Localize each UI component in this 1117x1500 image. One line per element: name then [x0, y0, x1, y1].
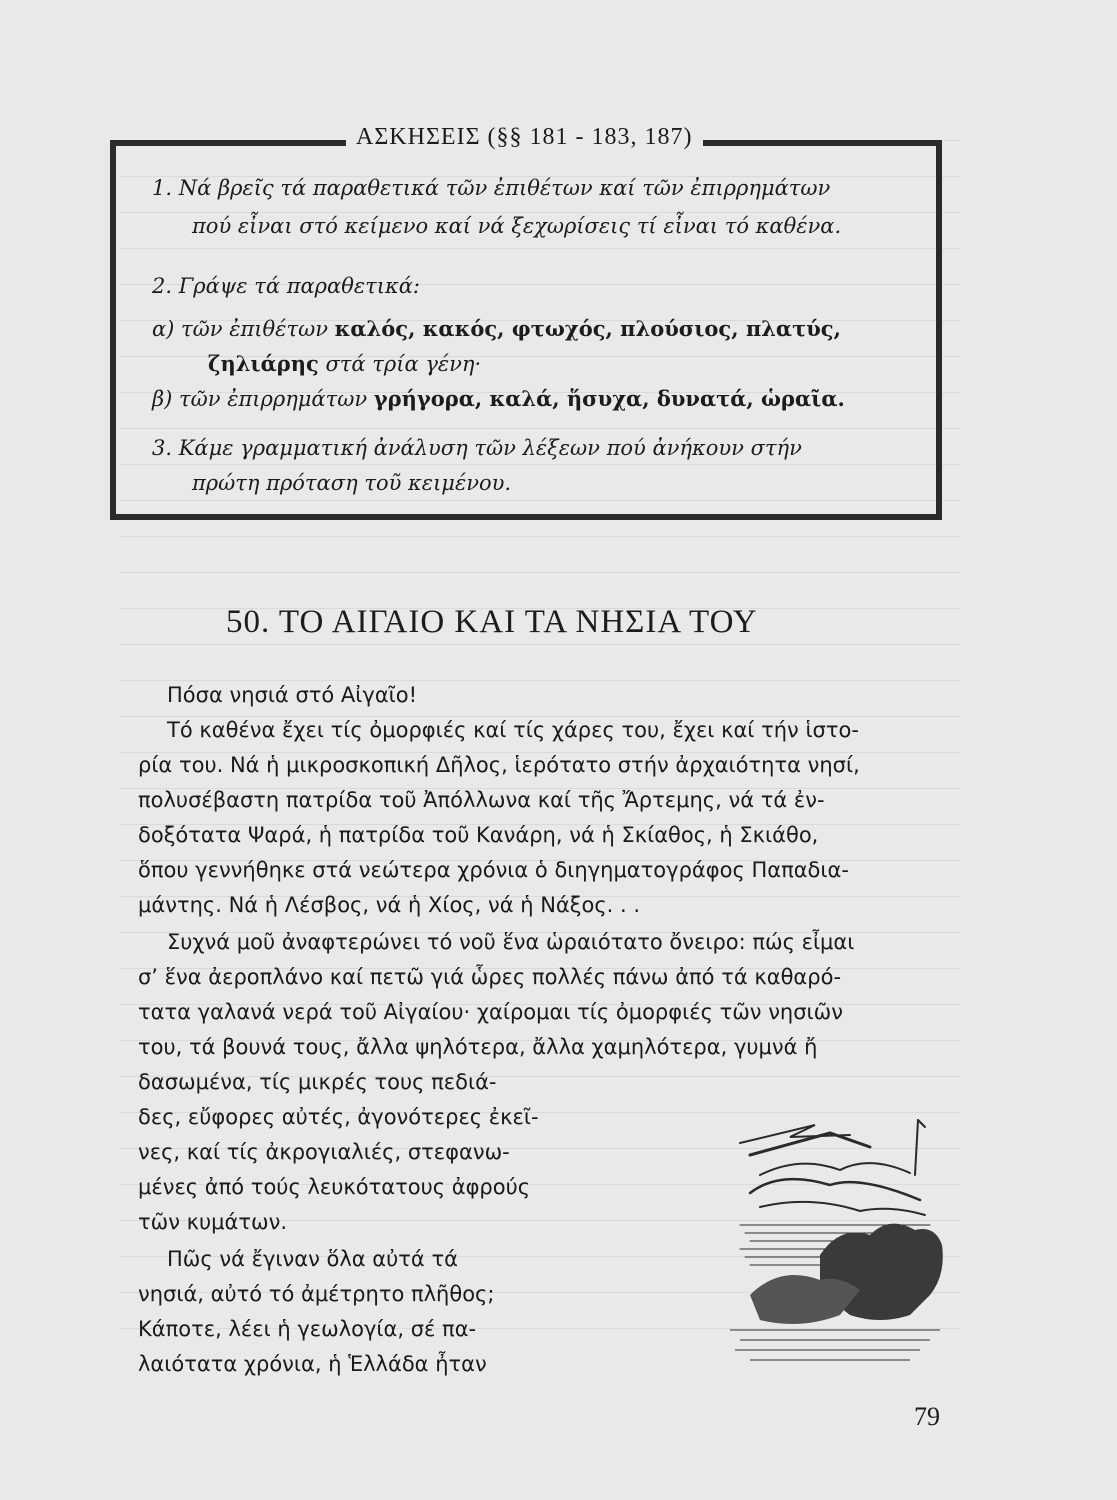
text-line: νες, καί τίς ἀκρογιαλιές, στεφανω-: [138, 1140, 510, 1164]
text-line: δες, εὔφορες αὐτές, ἀγονότερες ἐκεῖ-: [138, 1105, 539, 1129]
exercise-1-line-1: 1. Νά βρεῖς τά παραθετικά τῶν ἐπιθέτων καί τῶν ἐπιρρημάτων: [152, 176, 831, 200]
text-line: Συχνά μοῦ ἀναφτερώνει τό νοῦ ἕνα ὡραιότατο ὄνειρο: πώς εἶμαι: [167, 930, 855, 954]
item-a-words: καλός, κακός, φτωχός, πλούσιος, πλατύς,: [334, 316, 841, 341]
item-a-cont-rest: στά τρία γένη·: [318, 352, 482, 376]
exercise-2-item-a-cont: [208, 351, 481, 376]
text-line: μάντης. Νά ἡ Λέσβος, νά ἡ Χίος, νά ἡ Νάξος. . .: [138, 893, 641, 917]
text-line: Πῶς νά ἔγιναν ὅλα αὐτά τά: [167, 1247, 458, 1271]
text-line: τατα γαλανά νερά τοῦ Αἰγαίου· χαίρομαι τίς ὀμορφιές τῶν νησιῶν: [138, 1000, 843, 1024]
page-number: 79: [914, 1402, 940, 1431]
exercise-2-item-b: [152, 386, 845, 411]
exercise-2-line-1: 2. Γράψε τά παραθετικά:: [152, 274, 420, 298]
text-line: δοξότατα Ψαρά, ἡ πατρίδα τοῦ Κανάρη, νά ἡ Σκίαθος, ἡ Σκιάθο,: [138, 823, 819, 847]
text-line: πολυσέβαστη πατρίδα τοῦ Ἀπόλλωνα καί τῆς Ἄρτεμης, νά τά ἐν-: [138, 788, 825, 812]
exercise-1-line-2: πού εἶναι στό κείμενο καί νά ξεχωρίσεις τί εἶναι τό καθένα.: [192, 214, 842, 238]
text-line: λαιότατα χρόνια, ἡ Ἑλλάδα ἦταν: [138, 1352, 487, 1376]
text-line: Πόσα νησιά στό Αἰγαῖο!: [167, 683, 418, 707]
item-b-words: γρήγορα, καλά, ἥσυχα, δυνατά, ὡραῖα.: [373, 386, 845, 411]
text-line: μένες ἀπό τούς λευκότατους ἀφρούς: [138, 1175, 531, 1199]
chapter-title: 50. ΤΟ ΑΙΓΑΙΟ ΚΑΙ ΤΑ ΝΗΣΙΑ ΤΟΥ: [226, 604, 758, 640]
text-line: δασωμένα, τίς μικρές τους πεδιά-: [138, 1070, 497, 1094]
text-line: ὅπου γεννήθηκε στά νεώτερα χρόνια ὁ διηγηματογράφος Παπαδια-: [138, 858, 849, 882]
item-a-cont-word: ζηλιάρης: [208, 351, 319, 376]
text-line: Τό καθένα ἔχει τίς ὀμορφιές καί τίς χάρες του, ἔχει καί τήν ἱστο-: [167, 718, 859, 742]
exercises-box: [110, 124, 942, 520]
text-line: νησιά, αὐτό τό ἀμέτρητο πλῆθος;: [138, 1282, 495, 1306]
island-sketch-illustration: [720, 1115, 948, 1370]
exercise-3-line-2: πρώτη πρόταση τοῦ κειμένου.: [192, 471, 512, 495]
text-line: σ’ ἕνα ἀεροπλάνο καί πετῶ γιά ὧρες πολλές πάνω ἀπό τά καθαρό-: [138, 965, 842, 989]
exercises-title: ΑΣΚΗΣΕΙΣ (§§ 181 - 183, 187): [346, 124, 703, 151]
text-line: ρία του. Νά ἡ μικροσκοπική Δῆλος, ἱερότατο στήν ἀρχαιότητα νησί,: [138, 753, 860, 777]
exercise-2-item-a: [152, 316, 841, 341]
text-line: του, τά βουνά τους, ἄλλα ψηλότερα, ἄλλα χαμηλότερα, γυμνά ἤ: [138, 1035, 818, 1059]
item-a-label: α) τῶν ἐπιθέτων: [152, 317, 328, 341]
exercise-3-line-1: 3. Κάμε γραμματική ἀνάλυση τῶν λέξεων πού ἀνήκουν στήν: [152, 436, 802, 460]
text-line: τῶν κυμάτων.: [138, 1210, 287, 1234]
text-line: Κάποτε, λέει ἡ γεωλογία, σέ πα-: [138, 1317, 477, 1341]
item-b-label: β) τῶν ἐπιρρημάτων: [152, 387, 368, 411]
